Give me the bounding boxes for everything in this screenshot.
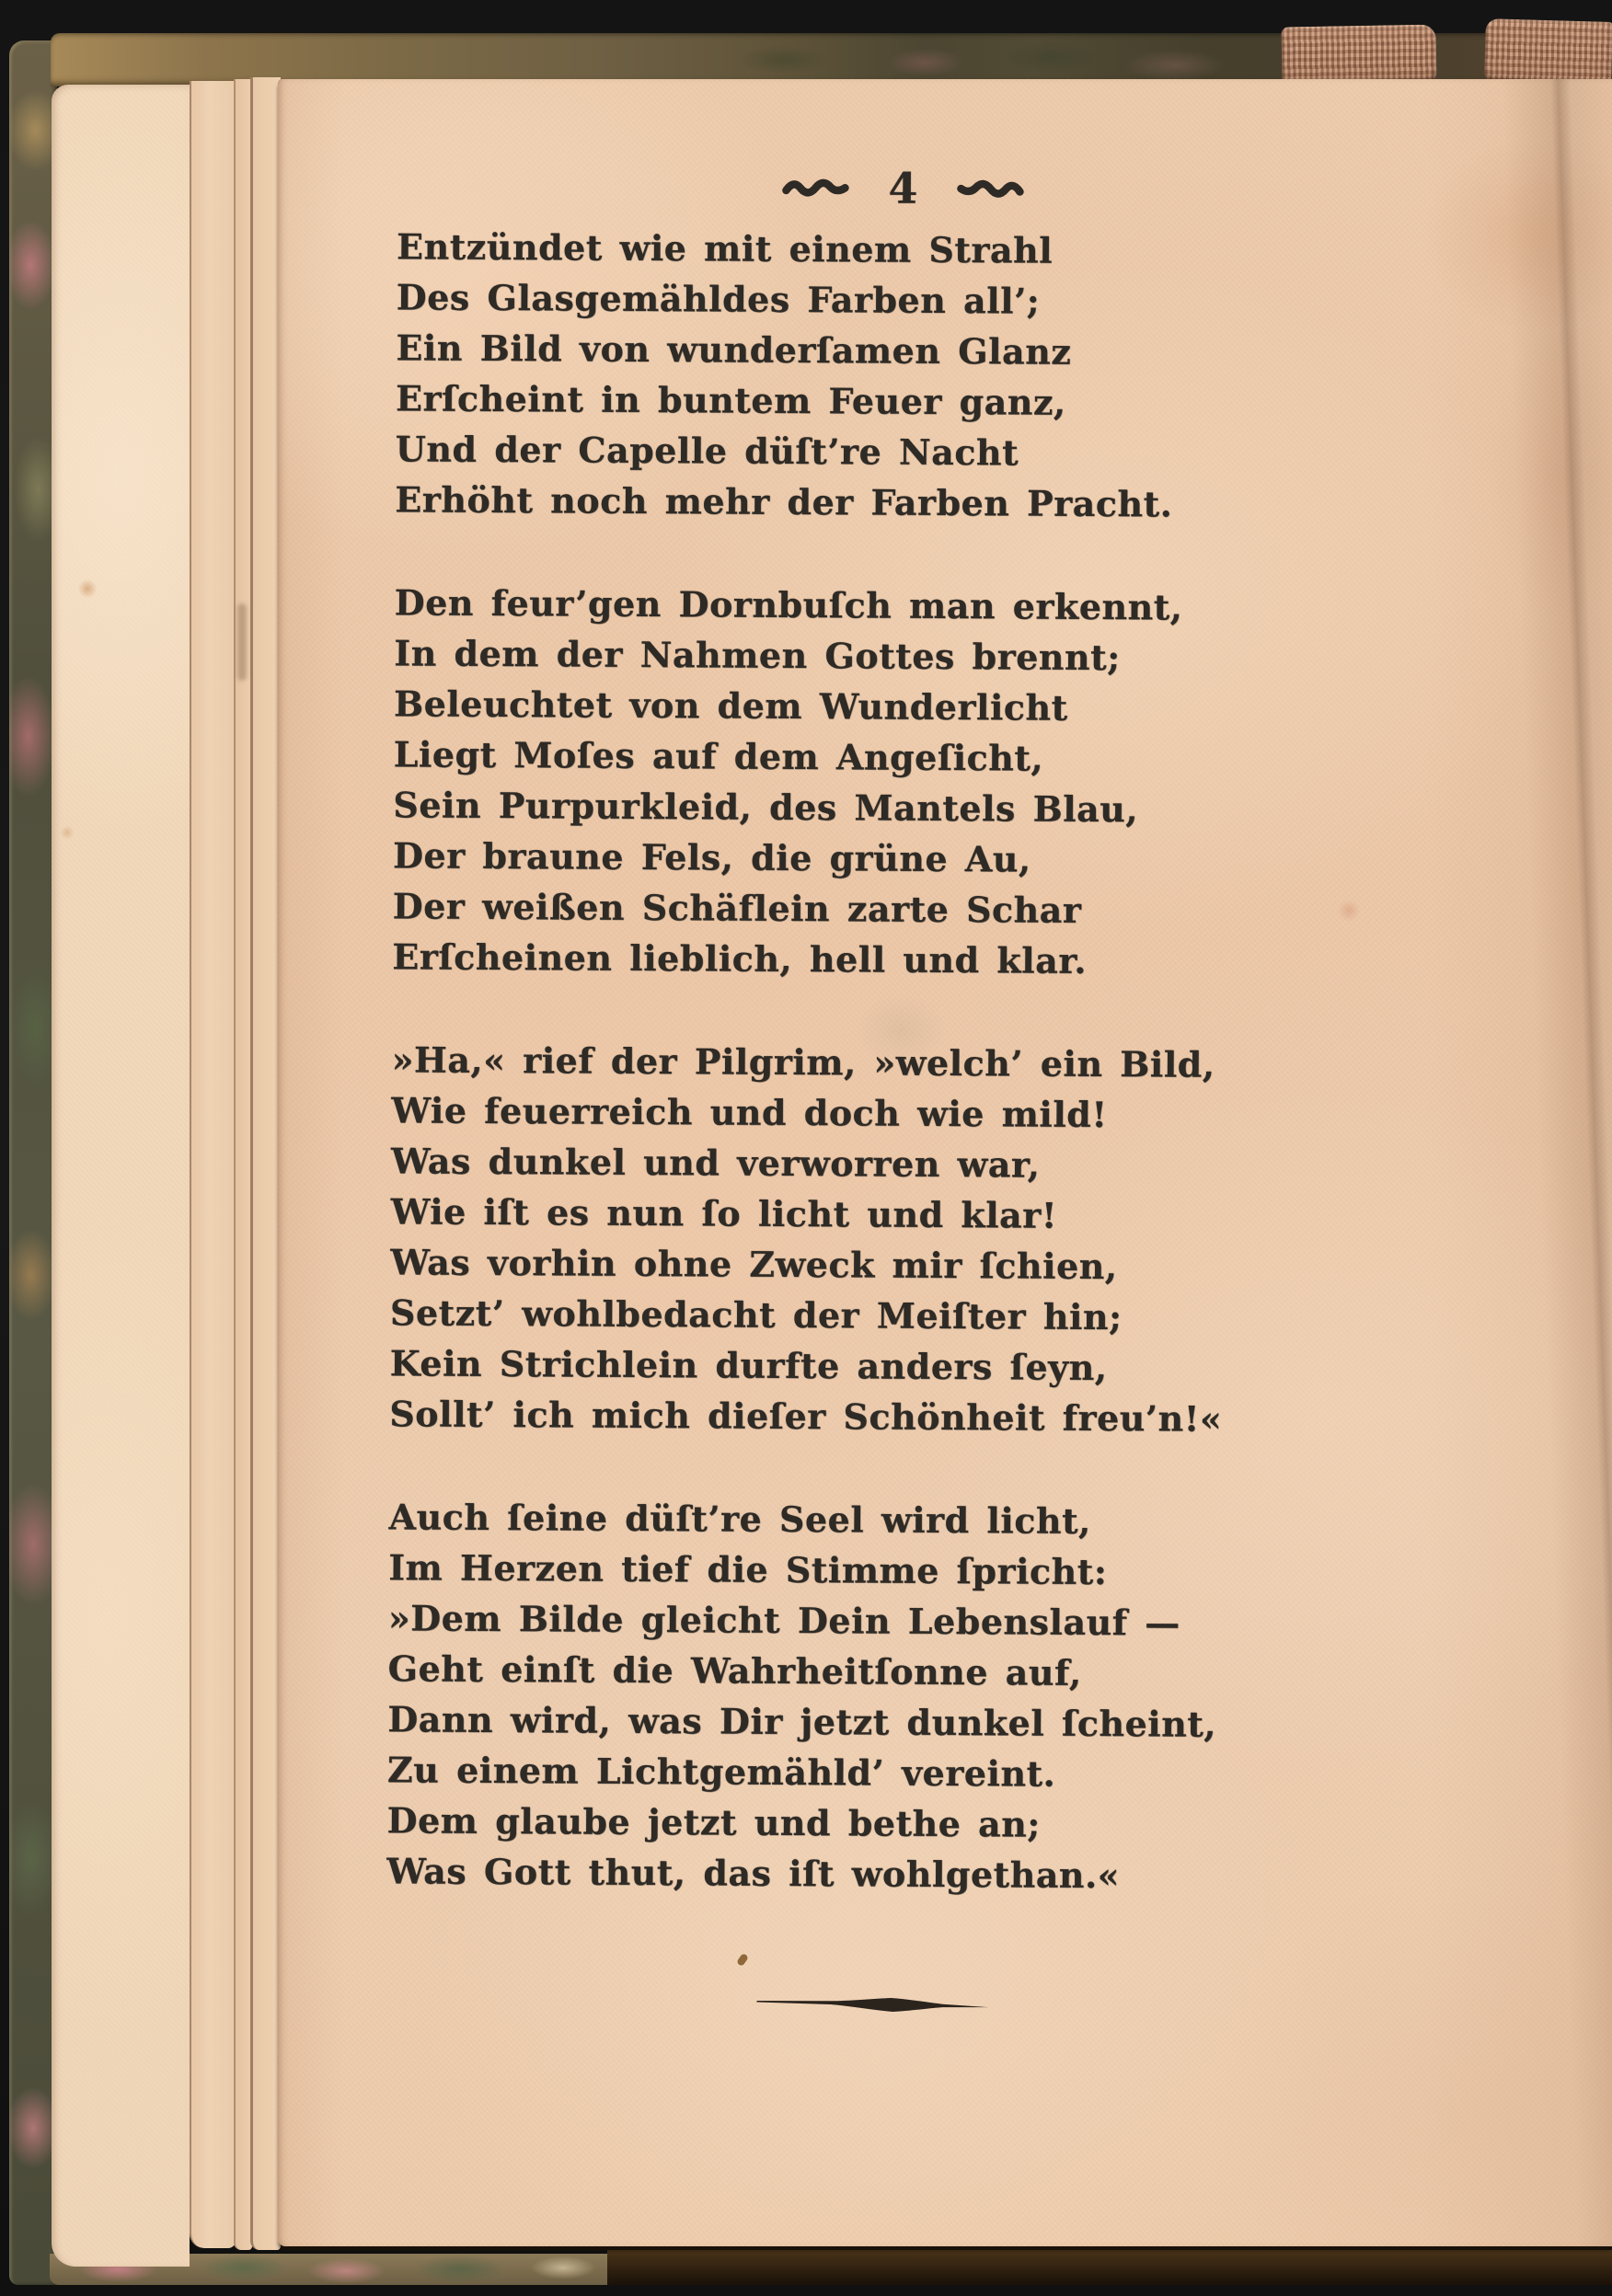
poem-line: Und der Capelle düſt’re Nacht	[395, 428, 1019, 474]
squiggle-ornament-icon	[781, 178, 849, 198]
bookmark-ribbon	[1484, 18, 1612, 85]
book-tail-edge-shadow	[607, 2250, 1612, 2285]
poem-line: Zu einem Lichtgemähld’ vereint.	[386, 1749, 1056, 1795]
squiggle-ornament-icon	[956, 178, 1024, 199]
poem-line: Der braune Fels, die grüne Au,	[392, 834, 1031, 880]
poem-stanza-3	[389, 1034, 1321, 1444]
poem-line: Geht einſt die Wahrheitſonne auf,	[387, 1647, 1082, 1693]
poem-line: Liegt Moſes auf dem Angeſicht,	[393, 733, 1044, 779]
poem-line: Der weißen Schäflein zarte Schar	[392, 885, 1082, 931]
poem-line: Sein Purpurkleid, des Mantels Blau,	[393, 784, 1139, 831]
poem-line: Erhöht noch mehr der Farben Pracht.	[395, 478, 1173, 525]
page-stack-edge	[234, 79, 252, 2250]
poem-stanza-1	[395, 221, 1326, 530]
poem-line: Sollt’ ich mich dieſer Schönheit freu’n!«	[389, 1393, 1223, 1440]
page-number: 4	[888, 163, 918, 213]
poem-line: Was vorhin ohne Zweck mir ſchien,	[390, 1241, 1118, 1288]
poem-line: Den feur’gen Dornbuſch man erkennt,	[394, 581, 1183, 628]
page-header	[283, 164, 1522, 213]
page-stack-edge	[190, 81, 236, 2248]
poem-text-block	[386, 221, 1326, 1901]
swelled-rule-divider-icon	[756, 1994, 992, 2016]
poem-line: Im Herzen tief die Stimme ſpricht:	[388, 1546, 1108, 1593]
poem-line: Was dunkel und verworren war,	[390, 1140, 1041, 1186]
poem-line: Entzündet wie mit einem Strahl	[396, 225, 1054, 271]
flyleaf-page	[52, 85, 190, 2267]
poem-line: »Dem Bilde gleicht Dein Lebenslauf —	[387, 1597, 1180, 1644]
poem-line: Auch ſeine düſt’re Seel wird licht,	[388, 1496, 1091, 1542]
marbled-cover-edge	[9, 40, 57, 2285]
book-page	[278, 79, 1612, 2246]
poem-stanza-2	[392, 577, 1324, 987]
poem-line: Kein Strichlein durfte anders ſeyn,	[389, 1342, 1108, 1389]
poem-stanza-4	[386, 1491, 1318, 1901]
poem-line: Wie feuerreich und doch wie mild!	[391, 1089, 1108, 1136]
poem-line: Setzt’ wohlbedacht der Meiſter hin;	[389, 1292, 1123, 1338]
poem-line: In dem der Nahmen Gottes brennt;	[394, 632, 1121, 679]
poem-line: Erſcheinen lieblich, hell und klar.	[392, 936, 1088, 982]
poem-line: Was Gott thut, das iſt wohlgethan.«	[386, 1850, 1121, 1897]
printed-text-layer	[271, 75, 1612, 2251]
poem-line: »Ha,« rief der Pilgrim, »welch’ ein Bild,	[391, 1039, 1215, 1085]
bookmark-ribbon	[1281, 25, 1436, 85]
poem-line: Ein Bild von wunderſamen Glanz	[396, 327, 1072, 373]
poem-line: Erſcheint in buntem Feuer ganz,	[395, 377, 1066, 423]
poem-line: Dann wird, was Dir jetzt dunkel ſcheint,	[387, 1698, 1217, 1745]
poem-line: Des Glasgemähldes Farben all’;	[396, 276, 1041, 322]
poem-line: Dem glaube jetzt und bethe an;	[386, 1799, 1042, 1845]
poem-line: Beleuchtet von dem Wunderlicht	[393, 683, 1068, 729]
poem-line: Wie iſt es nun ſo licht und klar!	[390, 1190, 1058, 1236]
edge-smudge-stain	[237, 603, 247, 681]
